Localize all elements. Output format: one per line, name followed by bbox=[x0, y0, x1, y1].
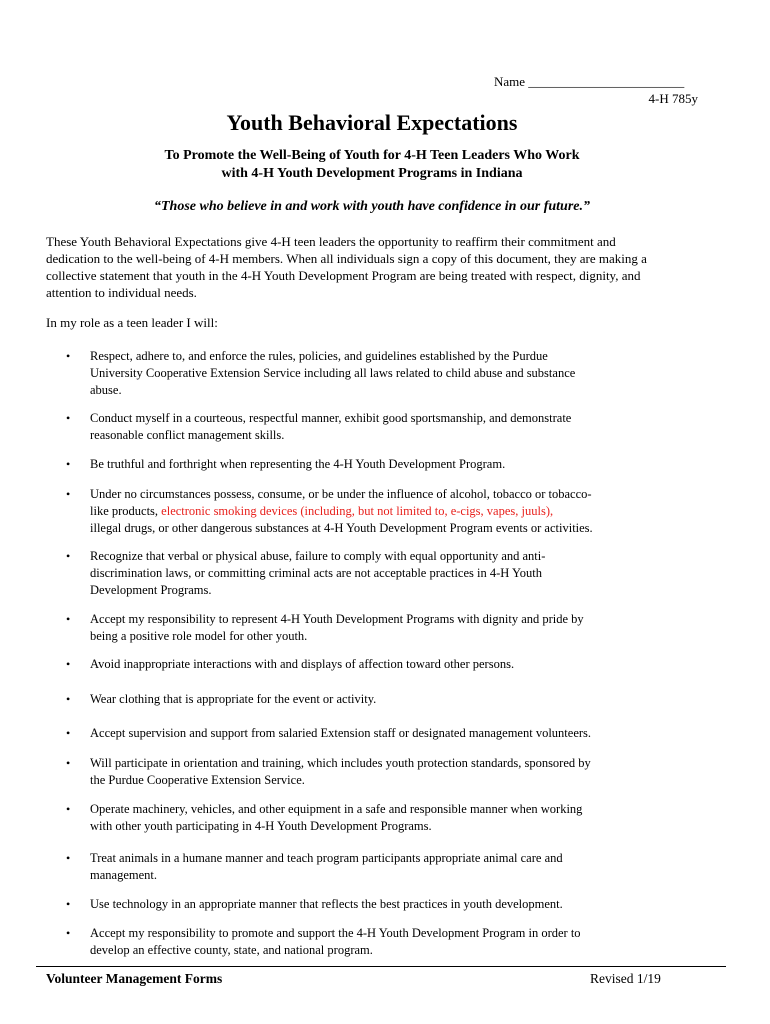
list-item-line: abuse. bbox=[90, 383, 122, 397]
page-title: Youth Behavioral Expectations bbox=[226, 110, 518, 135]
list-item bbox=[90, 410, 680, 444]
list-item-line: the Purdue Cooperative Extension Service. bbox=[90, 773, 305, 787]
list-item-line: Recognize that verbal or physical abuse, failure to comply with equal opportunity and anti- bbox=[90, 549, 546, 563]
list-item-line: management. bbox=[90, 868, 157, 882]
footer-title: Volunteer Management Forms bbox=[46, 971, 223, 986]
form-code: 4-H 785y bbox=[648, 91, 698, 106]
list-item-line: University Cooperative Extension Service including all laws related to child abuse and substance bbox=[90, 366, 576, 380]
list-item bbox=[90, 755, 680, 789]
list-item bbox=[90, 850, 680, 884]
list-item-line: Respect, adhere to, and enforce the rules, policies, and guidelines established by the Purdue bbox=[90, 349, 548, 363]
bullet-icon: • bbox=[66, 897, 71, 911]
list-item-line: reasonable conflict management skills. bbox=[90, 428, 285, 442]
name-field-label: Name ________________________ bbox=[494, 74, 685, 89]
list-item-line: develop an effective county, state, and national program. bbox=[90, 943, 373, 957]
intro-line: attention to individual needs. bbox=[46, 285, 197, 300]
list-item bbox=[90, 548, 680, 599]
list-item-line: Be truthful and forthright when representing the 4-H Youth Development Program. bbox=[90, 457, 506, 471]
bullet-icon: • bbox=[66, 756, 71, 770]
list-item-line bbox=[90, 503, 680, 520]
bullet-icon: • bbox=[66, 411, 71, 425]
list-item bbox=[90, 486, 680, 537]
list-item bbox=[90, 896, 680, 913]
footer-revision: Revised 1/19 bbox=[590, 971, 661, 986]
list-item-line: Accept supervision and support from salaried Extension staff or designated management volunteers. bbox=[90, 726, 592, 740]
bullet-icon: • bbox=[66, 851, 71, 865]
subtitle-line: with 4-H Youth Development Programs in Indiana bbox=[221, 166, 523, 181]
list-item-line: Conduct myself in a courteous, respectful manner, exhibit good sportsmanship, and demonstrate bbox=[90, 411, 572, 425]
list-item-line: Accept my responsibility to represent 4-H Youth Development Programs with dignity and pride by bbox=[90, 612, 584, 626]
list-item bbox=[90, 611, 680, 645]
list-item-line: Wear clothing that is appropriate for the event or activity. bbox=[90, 692, 377, 706]
list-item-line: illegal drugs, or other dangerous substances at 4-H Youth Development Program events or activities. bbox=[90, 521, 593, 535]
intro-paragraph bbox=[46, 233, 696, 301]
bullet-icon: • bbox=[66, 549, 71, 563]
bullet-icon: • bbox=[66, 612, 71, 626]
list-item-line: Treat animals in a humane manner and teach program participants appropriate animal care and bbox=[90, 851, 563, 865]
list-item-line: Under no circumstances possess, consume, or be under the influence of alcohol, tobacco or tobacco- bbox=[90, 487, 592, 501]
bullet-icon: • bbox=[66, 487, 71, 501]
intro-line: These Youth Behavioral Expectations give 4-H teen leaders the opportunity to reaffirm their commitment and bbox=[46, 234, 616, 249]
bullet-icon: • bbox=[66, 349, 71, 363]
list-item bbox=[90, 801, 680, 835]
list-item-line: Accept my responsibility to promote and support the 4-H Youth Development Program in order to bbox=[90, 926, 581, 940]
bullet-icon: • bbox=[66, 457, 71, 471]
subtitle bbox=[0, 147, 744, 183]
subtitle-line: To Promote the Well-Being of Youth for 4-H Teen Leaders Who Work bbox=[164, 148, 580, 163]
list-item-text: like products, bbox=[90, 504, 162, 518]
list-item-line: being a positive role model for other youth. bbox=[90, 629, 308, 643]
list-item-line: Development Programs. bbox=[90, 583, 212, 597]
list-item bbox=[90, 691, 680, 708]
lead-in-text: In my role as a teen leader I will: bbox=[46, 315, 218, 330]
list-item bbox=[90, 925, 680, 959]
quote: “Those who believe in and work with youth have confidence in our future.” bbox=[154, 199, 590, 214]
list-item bbox=[90, 456, 680, 473]
intro-line: collective statement that youth in the 4-H Youth Development Program are being treated with respect, dignity, and bbox=[46, 268, 641, 283]
intro-line: dedication to the well-being of 4-H members. When all individuals sign a copy of this document, they are making a bbox=[46, 251, 647, 266]
list-item-line: Use technology in an appropriate manner that reflects the best practices in youth development. bbox=[90, 897, 563, 911]
list-item-line: Avoid inappropriate interactions with and displays of affection toward other persons. bbox=[90, 657, 515, 671]
highlighted-text: electronic smoking devices (including, but not limited to, e-cigs, vapes, juuls), bbox=[161, 504, 554, 518]
list-item bbox=[90, 656, 680, 673]
list-item bbox=[90, 725, 680, 742]
list-item-line: Operate machinery, vehicles, and other equipment in a safe and responsible manner when working bbox=[90, 802, 583, 816]
list-item-line: with other youth participating in 4-H Youth Development Programs. bbox=[90, 819, 432, 833]
bullet-icon: • bbox=[66, 657, 71, 671]
bullet-icon: • bbox=[66, 726, 71, 740]
footer-divider bbox=[36, 966, 726, 967]
list-item-line: discrimination laws, or committing criminal acts are not acceptable practices in 4-H Youth bbox=[90, 566, 542, 580]
list-item-line: Will participate in orientation and training, which includes youth protection standards, sponsored by bbox=[90, 756, 591, 770]
bullet-icon: • bbox=[66, 802, 71, 816]
bullet-icon: • bbox=[66, 926, 71, 940]
list-item bbox=[90, 348, 680, 399]
bullet-icon: • bbox=[66, 692, 71, 706]
